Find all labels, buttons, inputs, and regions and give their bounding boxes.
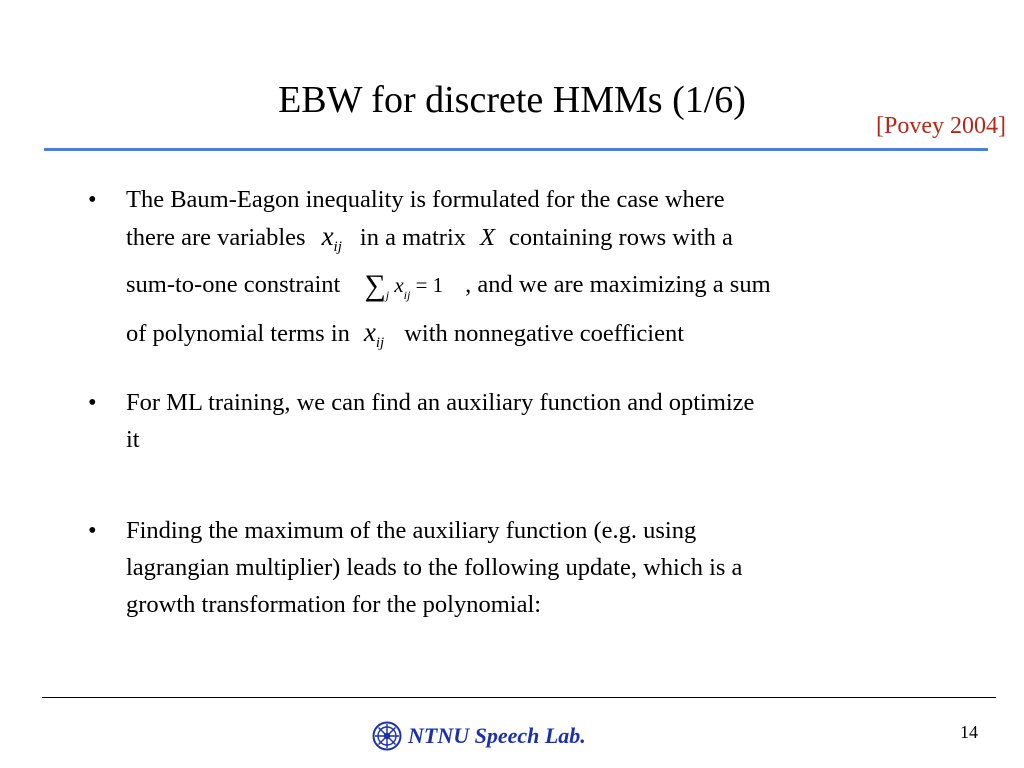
bullet-line — [126, 314, 941, 362]
bullet-line: The Baum-Eagon inequality is formulated for the case where — [126, 186, 725, 213]
math-x-ij — [321, 221, 342, 255]
math-equals-one: = 1 — [415, 273, 444, 297]
bullet-marker: • — [88, 389, 97, 416]
title-underline — [44, 148, 988, 151]
ntnu-emblem-icon — [372, 721, 402, 751]
math-sum-constraint — [364, 269, 444, 302]
math-symbol: x — [363, 317, 376, 347]
bullet-line: growth transformation for the polynomial: — [126, 591, 542, 618]
bullet-line — [126, 266, 941, 314]
math-symbol: x — [321, 221, 334, 251]
bullet-line — [126, 218, 941, 266]
bullet-item — [88, 181, 941, 362]
math-x-ij — [363, 317, 385, 351]
summation-icon: ∑ — [364, 269, 386, 302]
bullet-marker: • — [88, 517, 97, 544]
lab-name: NTNU Speech Lab. — [408, 723, 586, 748]
math-subscript: ij — [333, 239, 342, 255]
footer-lab — [372, 720, 586, 752]
math-subscript: ij — [403, 288, 411, 302]
footer-divider — [42, 697, 996, 698]
bullet-item — [88, 512, 941, 623]
bullet-text: with nonnegative coefficient — [404, 320, 685, 347]
slide-title: EBW for discrete HMMs (1/6) — [278, 79, 746, 121]
bullet-marker: • — [88, 186, 97, 213]
math-subscript: j — [385, 288, 390, 302]
page-number: 14 — [960, 722, 978, 742]
bullet-text: there are variables — [126, 224, 306, 251]
bullet-line: For ML training, we can find an auxiliary function and optimize — [126, 389, 755, 416]
bullet-text: , and we are maximizing a sum — [465, 271, 771, 298]
bullet-text: containing rows with a — [509, 224, 733, 251]
bullet-item — [88, 384, 941, 458]
math-matrix-x: X — [480, 224, 495, 251]
math-symbol: x — [394, 273, 404, 297]
math-subscript: ij — [375, 335, 385, 351]
bullet-line: Finding the maximum of the auxiliary function (e.g. using — [126, 517, 697, 544]
bullet-line: lagrangian multiplier) leads to the following update, which is a — [126, 554, 743, 581]
bullet-text: sum-to-one constraint — [126, 271, 341, 298]
bullet-line: it — [126, 426, 140, 453]
bullet-text: of polynomial terms in — [126, 320, 350, 347]
citation: [Povey 2004] — [876, 113, 1006, 139]
bullet-text: in a matrix — [359, 224, 467, 251]
